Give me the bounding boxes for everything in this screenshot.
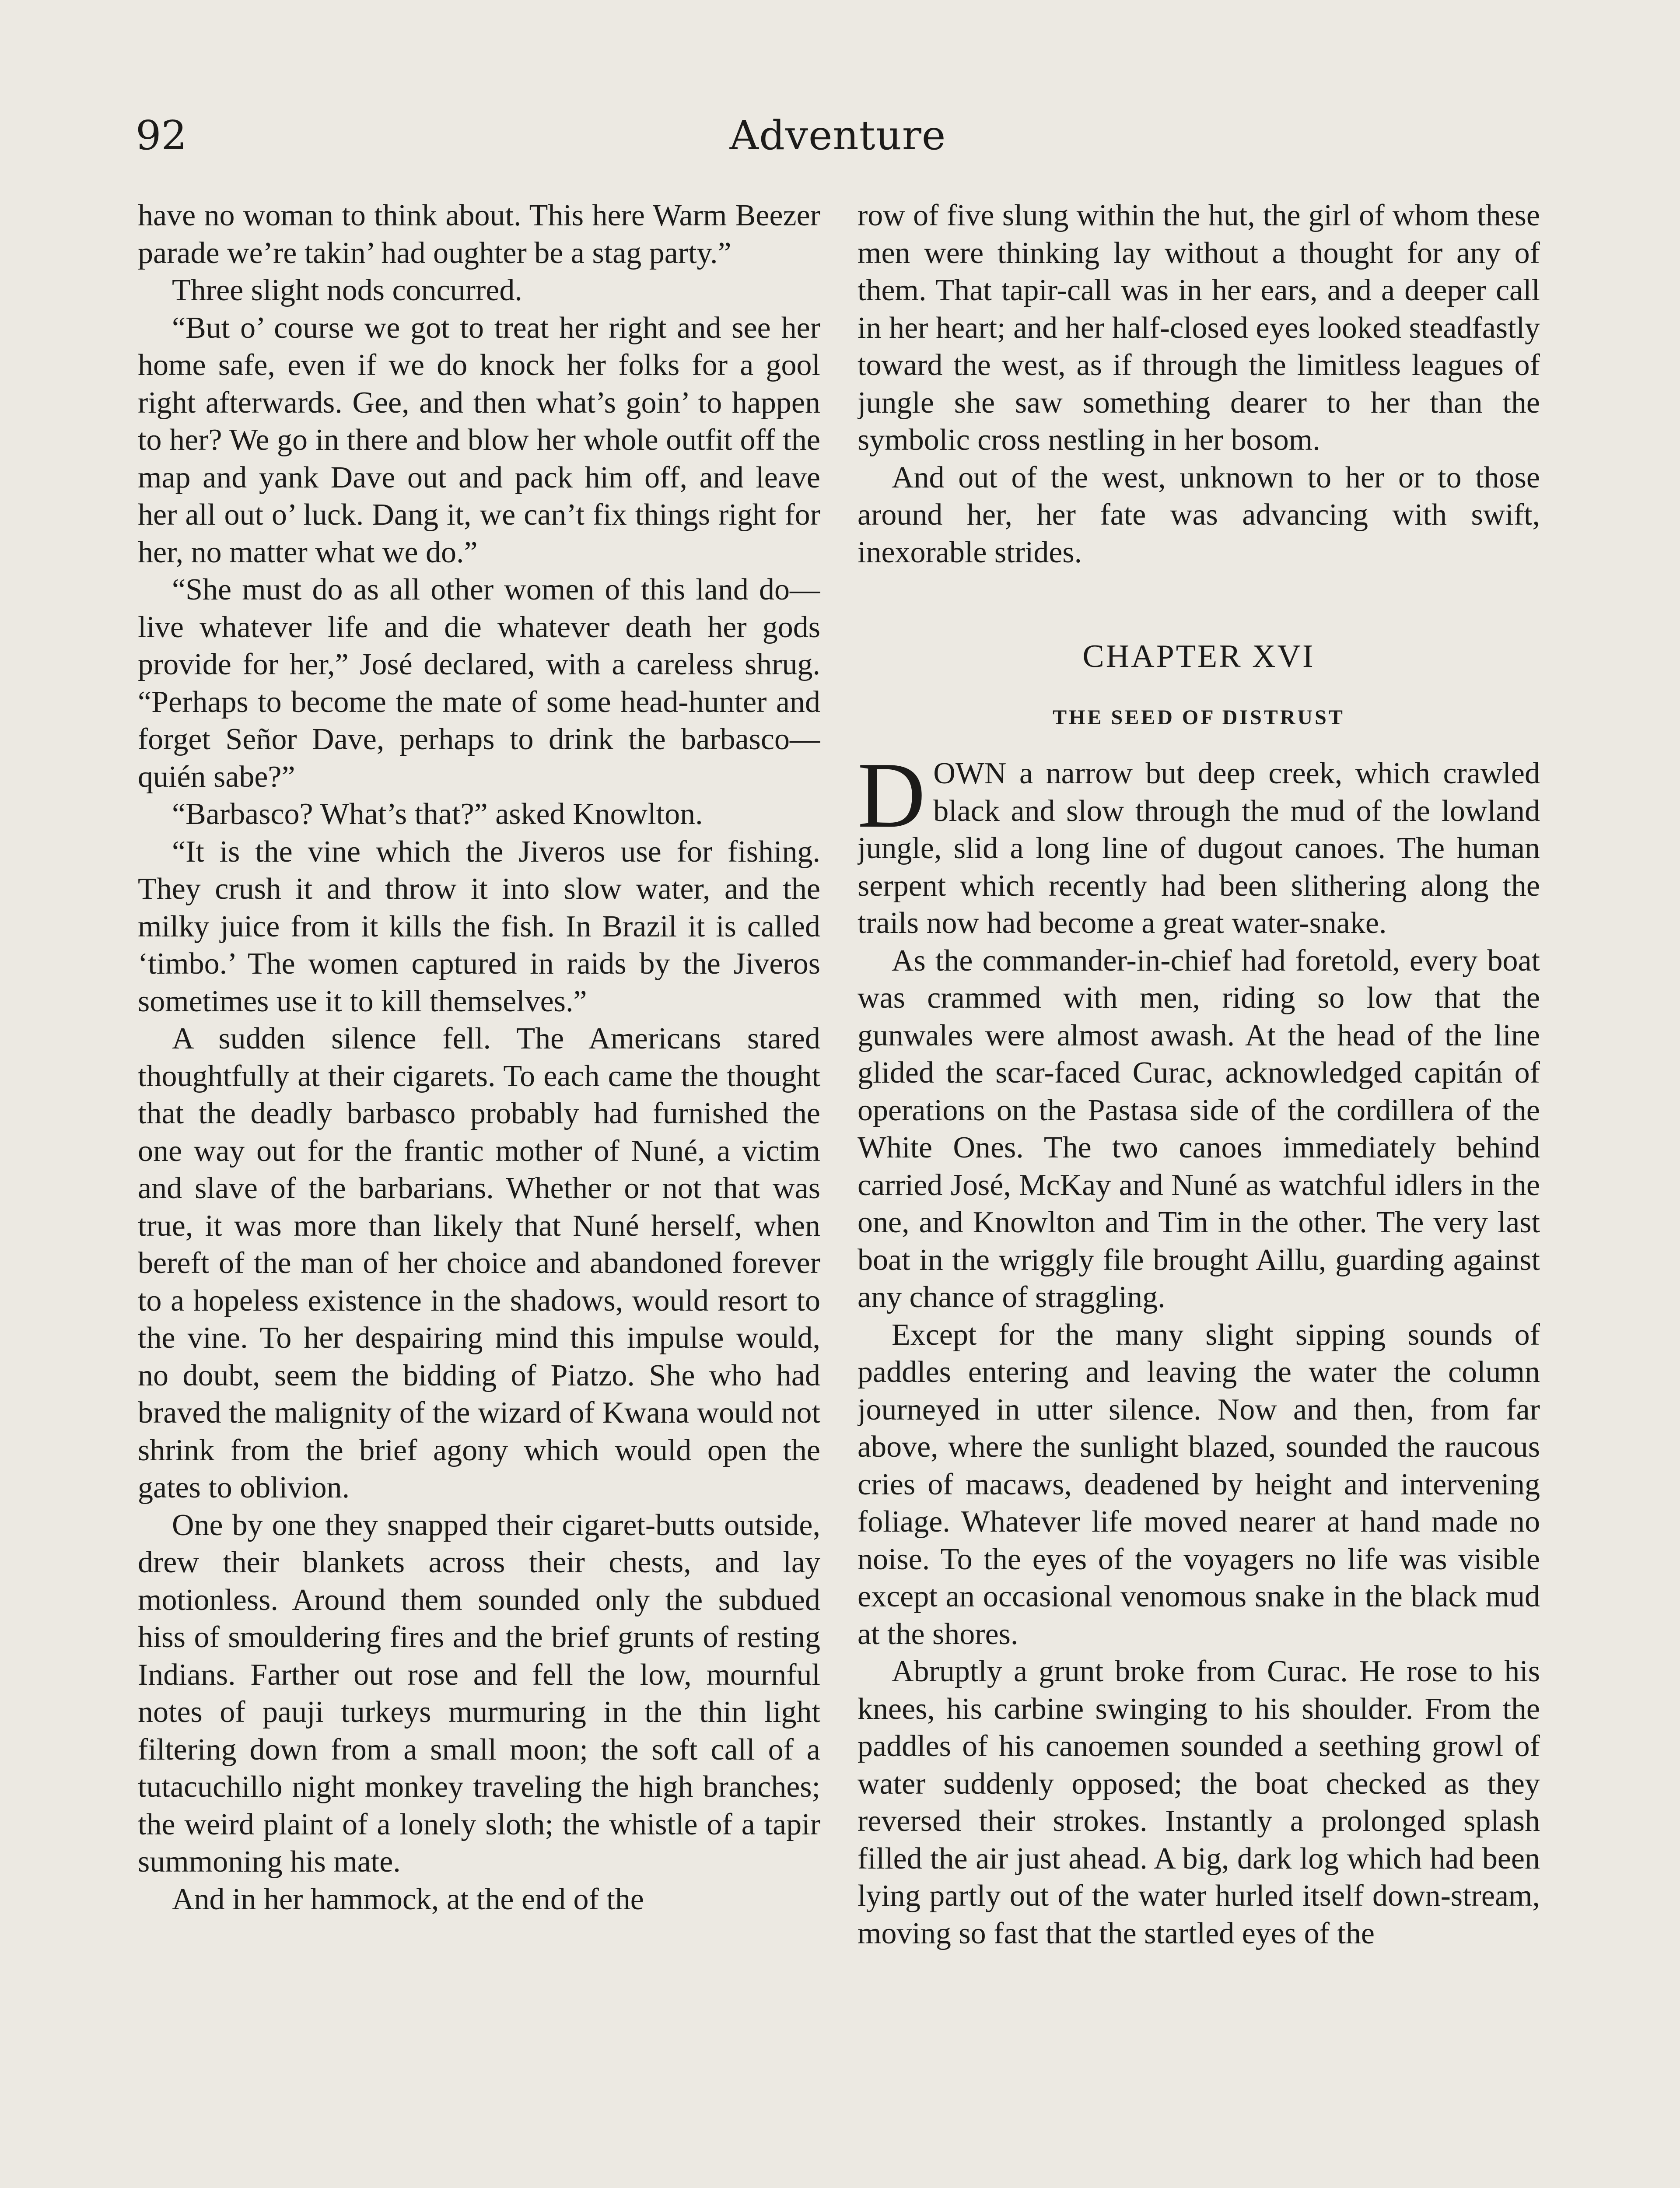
paragraph: As the commander-in-chief had foretold, every boat was crammed with men, riding so low that the gunwales were almost awash. At the head of the line glided the scar-faced Curac, acknowledged capitán of operations on the Pastasa side of the cordillera of the White Ones. The two canoes immediately behind carried José, McKay and Nuné as watchful idlers in the one, and Knowlton and Tim in the other. The very last boat in the wriggly file brought Aillu, guarding against any chance of straggling. bbox=[858, 943, 1540, 1314]
paragraph: Except for the many slight sipping sounds of paddles entering and leaving the water the column journeyed in utter silence. Now and then, from far above, where the sunlight blazed, sounded the raucous cries of macaws, deadened by height and intervening foliage. Whatever life moved nearer at hand made no noise. To the eyes of the voyagers no life was visible except an occasional venomous snake in the black mud at the shores. bbox=[858, 1318, 1540, 1651]
chapter-opening-paragraph bbox=[858, 743, 1540, 942]
opening-text: OWN a narrow but deep creek, which crawled black and slow through the mud of the lowland jungle, slid a long line of dugout canoes. The human serpent which recently had been slithering along the trails now had become a great water-snake. bbox=[858, 757, 1540, 940]
right-column bbox=[858, 197, 1540, 2188]
left-column bbox=[138, 197, 820, 2188]
drop-cap: D bbox=[858, 743, 926, 847]
paragraph: “It is the vine which the Jiveros use for fishing. They crush it and throw it into slow water, and the milky juice from it kills the fish. In Brazil it is called ‘timbo.’ The women captured in raids by the Jiveros sometimes use it to kill themselves.” bbox=[138, 835, 820, 1018]
chapter-title: CHAPTER XVI bbox=[1082, 638, 1315, 674]
paragraph: And in her hammock, at the end of the bbox=[172, 1882, 644, 1916]
paragraph: Three slight nods concurred. bbox=[172, 274, 522, 307]
magazine-title: Adventure bbox=[729, 112, 946, 159]
paragraph: “Barbasco? What’s that?” asked Knowlton. bbox=[172, 797, 703, 831]
chapter-subtitle: THE SEED OF DISTRUST bbox=[1053, 706, 1345, 729]
paragraph: “But o’ course we got to treat her right and see her home safe, even if we do knock her folks for a gool right afterwards. Gee, and then what’s goin’ to happen to her? We go in there and blow her whole outfit off the map and yank Dave out and pack him off, and leave her all out o’ luck. Dang it, we can’t fix things right for her, no matter what we do.” bbox=[138, 311, 820, 569]
paragraph: row of five slung within the hut, the girl of whom these men were thinking lay without a thought for any of them. That tapir-call was in her ears, and a deeper call in her heart; and her half-closed eyes looked steadfastly toward the west, as if through the limitless leagues of jungle she saw something dearer to her than the symbolic cross nestling in her bosom. bbox=[858, 199, 1540, 457]
paragraph: “She must do as all other women of this land do—live whatever life and die whatever death her gods provide for her,” José declared, with a careless shrug. “Perhaps to become the mate of some head-hunter and forget Señor Dave, perhaps to drink the barbasco—quién sabe?” bbox=[138, 573, 820, 794]
paragraph: And out of the west, unknown to her or to those around her, her fate was advancing with swift, inexorable strides. bbox=[858, 460, 1540, 569]
page-number: 92 bbox=[136, 112, 187, 159]
paragraph: One by one they snapped their cigaret-butts outside, drew their blankets across their chests, and lay motionless. Around them sounded only the subdued hiss of smouldering fires and the brief grunts of resting Indians. Farther out rose and fell the low, mournful notes of pauji turkeys murmuring in the thin light filtering down from a small moon; the soft call of a tutacuchillo night monkey traveling the high branches; the weird plaint of a lonely sloth; the whistle of a tapir summoning his mate. bbox=[138, 1508, 820, 1879]
page-header bbox=[136, 105, 1540, 166]
paragraph: have no woman to think about. This here Warm Beezer parade we’re takin’ had oughter be a stag party.” bbox=[138, 199, 820, 270]
paragraph: Abruptly a grunt broke from Curac. He rose to his knees, his carbine swinging to his shoulder. From the paddles of his canoemen sounded a seething growl of water suddenly opposed; the boat checked as they reversed their strokes. Instantly a prolonged splash filled the air just ahead. A big, dark log which had been lying partly out of the water hurled itself down-stream, moving so fast that the startled eyes of the bbox=[858, 1655, 1540, 1950]
paragraph: A sudden silence fell. The Americans stared thoughtfully at their cigarets. To each came the thought that the deadly barbasco probably had furnished the one way out for the frantic mother of Nuné, a victim and slave of the barbarians. Whether or not that was true, it was more than likely that Nuné herself, when bereft of the man of her choice and abandoned forever to a hopeless existence in the shadows, would resort to the vine. To her despairing mind this impulse would, no doubt, seem the bidding of Piatzo. She who had braved the malignity of the wizard of Kwana would not shrink from the brief agony which would open the gates to oblivion. bbox=[138, 1022, 820, 1504]
